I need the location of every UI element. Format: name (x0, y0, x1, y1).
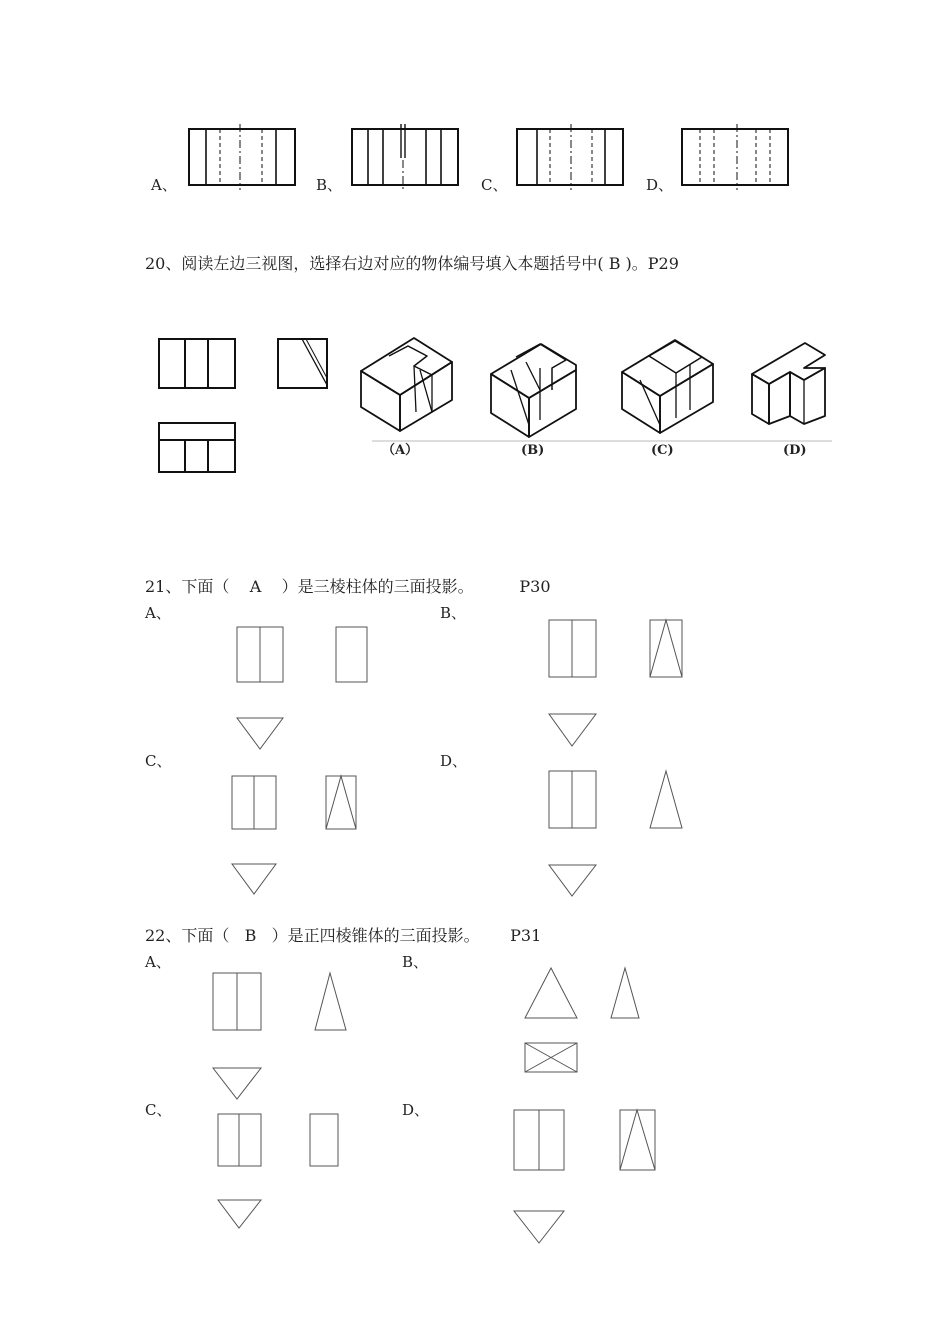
q21-question-text: 21、下面（ A ）是三棱柱体的三面投影。 P30 (145, 577, 551, 596)
q19-option-d-drawing (682, 124, 788, 190)
q19-option-d-label: D、 (646, 176, 674, 194)
q20-caption-d: (D) (783, 443, 807, 458)
q20-question-text: 20、阅读左边三视图，选择右边对应的物体编号填入本题括号中( B )。P29 (145, 254, 679, 273)
q20-front-view (159, 339, 235, 388)
q21-option-a-drawing (237, 627, 367, 749)
q19-option-c-drawing (517, 124, 623, 190)
q22-option-c-label: C、 (145, 1101, 172, 1119)
q19-option-b-drawing (352, 124, 458, 190)
q22-question-text: 22、下面（ B ）是正四棱锥体的三面投影。 P31 (145, 926, 542, 945)
q19-option-c-label: C、 (481, 176, 508, 194)
q22-option-b-drawing (525, 968, 639, 1072)
q20-caption-b: (B) (521, 443, 545, 458)
q21-option-b-label: B、 (440, 604, 467, 622)
q22-option-a-drawing (213, 973, 346, 1099)
q19-option-a-drawing (189, 124, 295, 190)
q21-option-d-label: D、 (440, 752, 468, 770)
q19-option-a-label: A、 (151, 176, 177, 194)
q22-option-d-drawing (514, 1110, 655, 1243)
q20-object-d (752, 343, 825, 424)
q21-option-b-drawing (549, 620, 682, 746)
q21-option-a-label: A、 (145, 604, 171, 622)
q20-side-view (278, 339, 327, 388)
q22-option-d-label: D、 (402, 1101, 430, 1119)
q21-option-c-drawing (232, 776, 356, 894)
q19-option-b-label: B、 (316, 176, 343, 194)
q21-option-c-label: C、 (145, 752, 172, 770)
q22-option-a-label: A、 (145, 953, 171, 971)
q21-option-d-drawing (549, 771, 682, 896)
q22-option-b-label: B、 (402, 953, 429, 971)
q20-object-a (361, 338, 452, 431)
q20-object-c (622, 340, 713, 433)
q22-option-c-drawing (218, 1114, 338, 1228)
q20-top-view (159, 423, 235, 472)
q20-caption-a: （A） (382, 443, 419, 458)
q20-object-b (491, 344, 576, 437)
q20-caption-c: (C) (651, 443, 674, 458)
